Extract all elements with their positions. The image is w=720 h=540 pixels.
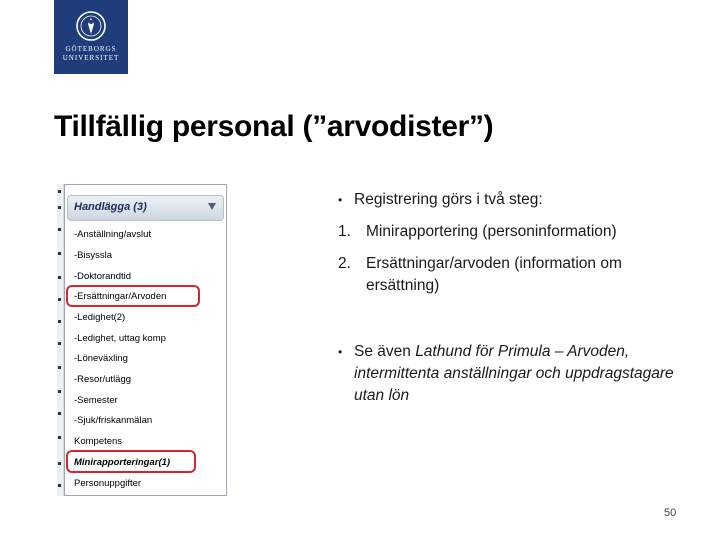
university-logo <box>54 0 128 74</box>
logo-text-line1: GÖTEBORGS <box>65 45 117 53</box>
menu-item-semester[interactable]: -Semester <box>74 395 118 406</box>
menu-item-sjuk[interactable]: -Sjuk/friskanmälan <box>74 415 153 426</box>
step-1 <box>338 221 617 243</box>
menu-item-minirapporteringar[interactable]: Minirapporteringar(1) <box>74 457 171 468</box>
highlight-minirapporteringar <box>66 450 196 473</box>
bullet-see-also <box>338 341 683 407</box>
step-text: Ersättningar/arvoden (information om ersättning) <box>366 255 622 294</box>
seal-icon <box>75 10 107 42</box>
menu-item-ledighet-uttag-komp[interactable]: -Ledighet, uttag komp <box>74 333 166 344</box>
highlight-ersattningar <box>66 285 200 307</box>
page-number: 50 <box>664 507 677 519</box>
slide-title: Tillfällig personal (”arvodister”) <box>54 110 494 143</box>
menu-item-doktorandtid[interactable]: -Doktorandtid <box>74 271 132 282</box>
bullet-marker: • <box>338 345 343 359</box>
menu-item-kompetens[interactable]: Kompetens <box>74 436 123 447</box>
left-edge-strip <box>57 184 64 496</box>
step-2 <box>338 253 678 297</box>
bullet-marker: • <box>338 193 343 207</box>
menu-item-ledighet[interactable]: -Ledighet(2) <box>74 312 126 323</box>
bullet-text <box>338 341 683 407</box>
handlagga-header[interactable] <box>67 195 224 221</box>
menu-item-resor[interactable]: -Resor/utlägg <box>74 374 132 385</box>
primula-menu-screenshot <box>57 184 228 496</box>
menu-item-personuppgifter[interactable]: Personuppgifter <box>74 478 142 489</box>
menu-item-ersattningar[interactable]: -Ersättningar/Arvoden <box>74 291 167 302</box>
bullet-text: Registrering görs i två steg: <box>354 191 543 208</box>
bullet-registration-steps <box>338 189 543 211</box>
menu-item-bisyssla[interactable]: -Bisyssla <box>74 250 113 261</box>
lathund-reference: Lathund för Primula – Arvoden, intermittenta anställningar och uppdragstagare utan lön <box>354 343 674 404</box>
menu-item-lonevaxling[interactable]: -Löneväxling <box>74 353 128 364</box>
handlagga-header-label: Handlägga (3) <box>74 201 147 213</box>
step-text: Minirapportering (personinformation) <box>366 223 617 240</box>
logo-text-line2: UNIVERSITET <box>62 54 120 62</box>
collapse-arrow-icon[interactable] <box>208 203 216 210</box>
menu-panel <box>64 184 227 496</box>
see-also-lead: Se även <box>354 343 416 360</box>
step-number: 2. <box>338 255 351 272</box>
menu-item-anstallning[interactable]: -Anställning/avslut <box>74 229 152 240</box>
step-number: 1. <box>338 223 351 240</box>
